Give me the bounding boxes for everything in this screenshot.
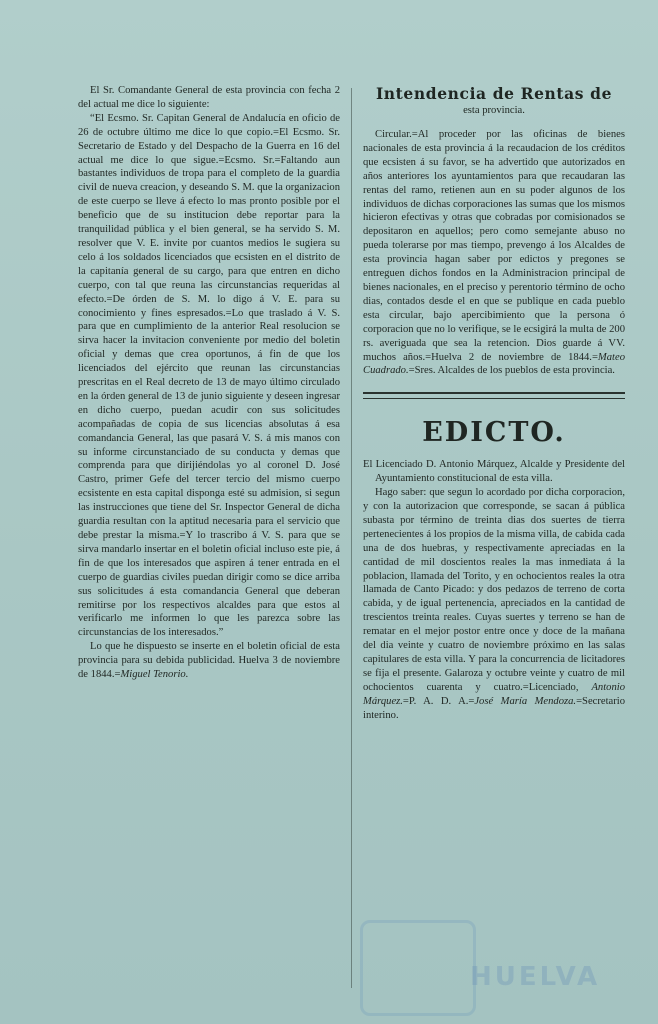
intendencia-subtitle: esta provincia.: [463, 105, 525, 116]
library-stamp-icon: [360, 920, 476, 1016]
signature-mendoza: José María Mendoza.: [474, 695, 577, 707]
edicto-intro: El Licenciado D. Antonio Márquez, Alcalde y Presidente del Ayuntamiento constitucional de esta villa.: [363, 459, 625, 485]
signature-marquez: Antonio Márquez.: [363, 681, 625, 707]
comandancia-oficio: “El Ecsmo. Sr. Capitan General de Andalucía en oficio de 26 de octubre último me dice lo que copio.=El Ecsmo. Sr. Secretario de Estado y del Despacho de la Guerra en 16 del actual me dice lo que sigue.=Ecsmo. Sr.=Faltando aun bastantes individuos de tropa para el completo de la guardia civil de nueva creacion, y deseando S. M. que la organizacion de este cuerpo se lleve á efecto lo mas pronto posible por el beneficio que de su institucion debe reportar para la tranquilidad pública y el bien general, se ha servido S. M. resolver que V. E. invite por cuantos medios le sugiera su celo á los soldados licenciados que ecsisten en el distrito de la capitanía general de su cargo, para que entren en dicho cuerpo, con tal que reuna las circunstancias requeridas al efecto.=De órden de S. M. lo digo á V. E. para su conocimiento y fines espresados.=Lo que traslado á V. S. para que en cumplimiento de la anterior Real resolucion se sirva hacer la invitacion conveniente por medio del boletin oficial y demas que crea oportunos, á fin de que los licenciados del ejército que reunan las circunstancias prescritas en el Real decreto de 13 de mayo último circulado en la órden general de 13 de junio siguiente y deseen ingresar en dicho cuerpo, puedan acudir con sus solicitudes acompañadas de copia de sus licencias absolutas á esa comandancia General, las que pasará V. S. á mis manos con su informe circunstanciado de su conducta y demas que comprenda para que dirijiéndolas yo al coronel D. José Castro, primer Gefe del tercer tercio del mismo cuerpo ecsistente en esta capital disponga esté su admision, si segun las instrucciones que tiene del Sr. Inspector General de dicha guardia resultan con la aptitud necesaria para el servicio que debe prestar la misma.=Y lo trascribo á V. S. para que se sirva mandarlo insertar en el boletin oficial incluso este pie, á fin de que los interesados que aspiren á tener entrada en el cuerpo de guardias civiles puedan dirigir como se dice arriba sus solicitudes á esta comandancia General que deberan remitirse por los respectivos alcaldes para que estos al verificarlo me informen lo que les parezca sobre las circunstancias de los interesados.”: [78, 112, 340, 639]
signature-tenorio: Miguel Tenorio.: [120, 669, 189, 681]
column-divider: [351, 88, 352, 988]
comandancia-closing: Lo que he dispuesto se inserte en el boletin oficial de esta provincia para su debida publicidad. Huelva 3 de noviembre de 1844.=Miguel Tenorio.: [78, 641, 340, 681]
watermark-huelva: HUELVA: [470, 962, 601, 992]
right-column: [363, 84, 625, 723]
circular-text: Circular.=Al proceder por las oficinas de bienes nacionales de esta provincia á la recaudacion de los créditos que ecsisten á su favor, se ha advertido que autorizados en años anteriores los ayuntamientos para que recaudaran las rentas del ramo, retienen aun en su poder algunos de los individuos de dichas corporaciones las sumas que los mismos hicieron efectivas y otras que cobradas por comisionados se depositaron en aquellos; pero como semejante abuso no pueda tolerarse por mas tiempo, prevengo á los Alcaldes de esta provincia hagan saber por edictos y pregones se entreguen dichos fondos en la Administracion principal de bienes nacionales, en el preciso y perentorio término de ocho dias, contados desde el en que se publique en cada pueblo esta circular, bajo apercibimiento que la persona ó corporacion que no lo verifique, se le ecsigirá la multa de 200 rs. averiguada que sea la retencion. Dios guarde á VV. muchos años.=Huelva 2 de noviembre de 1844.=Mateo Cuadrado.=Sres. Alcaldes de los pueblos de esta provincia.: [363, 129, 625, 377]
section-rule-thin: [363, 398, 625, 399]
edicto-title: EDICTO.: [422, 417, 566, 449]
intendencia-title: Intendencia de Rentas de: [375, 84, 613, 103]
left-column: [78, 84, 340, 682]
signature-cuadrado: Mateo Cuadrado.: [363, 351, 625, 377]
comandancia-intro: El Sr. Comandante General de esta provincia con fecha 2 del actual me dice lo siguiente:: [78, 85, 340, 110]
section-rule: [363, 392, 625, 394]
edicto-body: Hago saber: que segun lo acordado por dicha corporacion, y con la autorizacion que corresponde, se sacan á pública subasta por término de treinta dias dos suertes de tierra pertenecientes á los propios de la misma villa, de cabida cada una de dos huebras, y respectivamente apreciadas en la cantidad de mil doscientos reales la mas inmediata á la poblacion, llamada del Torito, y en ochocientos reales la otra llamada de Canto Picado: y dos pedazos de terreno de corta cabida, y de igual pertenencia, apreciados en la cantidad de trescientos treinta reales. Cuyas suertes y terreno se han de rematar en el mejor postor entre once y doce de la mañana del dia veinte y cuatro de noviembre próximo en las salas capitulares de esta villa. Y para la concurrencia de licitadores se fija el presente. Galaroza y octubre veinte y cuatro de mil ochocientos cuarenta y cuatro.=Licenciado, Antonio Márquez.=P. A. D. A.=José María Mendoza.=Secretario interino.: [363, 487, 625, 721]
